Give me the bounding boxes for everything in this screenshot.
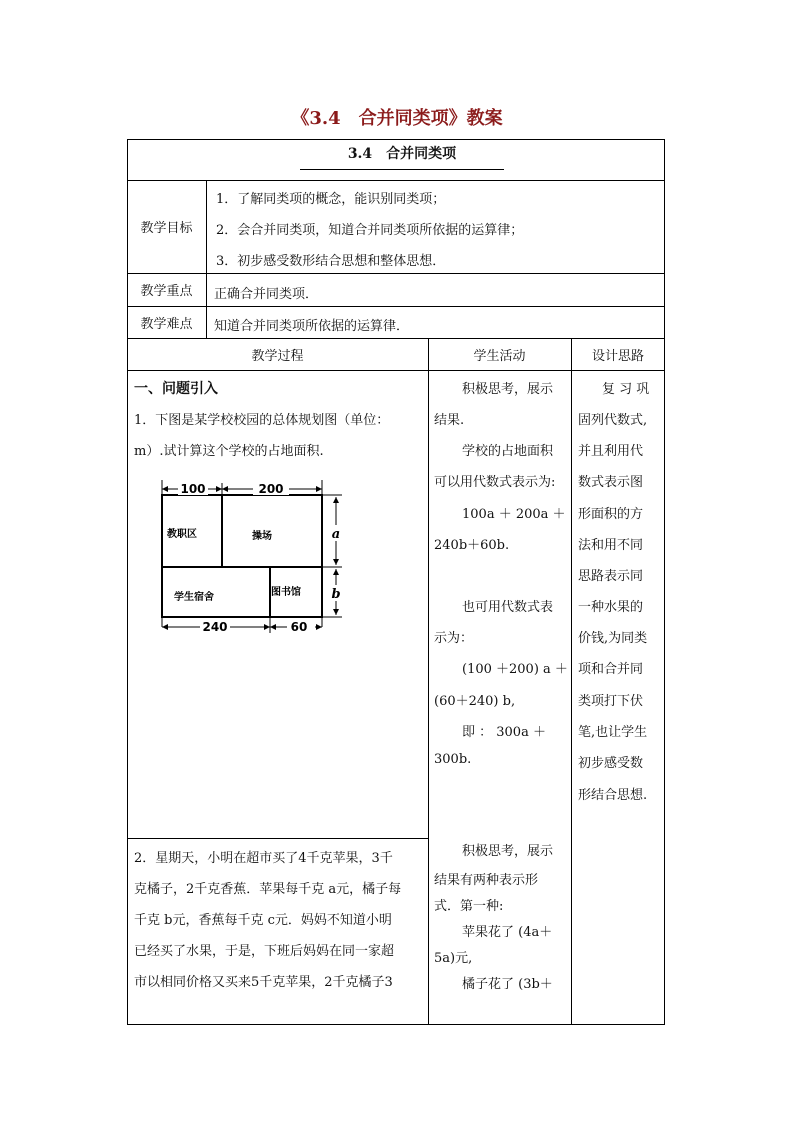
difficulty-content: 知道合并同类项所依据的运算律． — [214, 319, 410, 334]
room-label: 学生宿舍 — [174, 592, 214, 603]
student-activity-line: 积极思考，展示 — [462, 382, 554, 397]
student-activity-line: (60＋240) b, — [434, 694, 516, 709]
student-activity-line: 可以用代数式表示为: — [434, 475, 556, 490]
column-divider — [571, 338, 572, 1025]
design-line: 法和用不同 — [578, 538, 644, 553]
campus-plan-diagram — [150, 475, 350, 640]
student-activity-2-line: 式．第一种: — [434, 899, 504, 914]
dim-right-upper: a — [331, 527, 341, 542]
objective-item: 2．会合并同类项，知道合并同类项所依据的运算律； — [216, 223, 524, 238]
problem-line: 1．下图是某学校校园的总体规划图（单位： — [134, 413, 390, 428]
design-line: 笔,也让学生 — [578, 725, 648, 740]
column-divider — [428, 338, 429, 1025]
student-activity-line: 300b. — [434, 752, 472, 767]
row-divider — [127, 180, 665, 181]
dim-right-lower: b — [331, 587, 341, 602]
difficulty-label: 教学难点 — [140, 316, 193, 332]
row-divider — [127, 370, 665, 371]
student-activity-2-line: 橘子花了 (3b＋ — [462, 977, 553, 992]
student-activity-line: 240b＋60b. — [434, 538, 510, 553]
problem-2-line: 克橘子，2千克香蕉．苹果每千克 a元，橘子每 — [134, 882, 402, 897]
design-line: 价钱,为同类 — [578, 631, 648, 646]
design-line: 项和合并同 — [578, 662, 644, 677]
room-label: 图书馆 — [271, 587, 301, 598]
row-divider — [127, 838, 428, 839]
column-divider — [206, 180, 207, 338]
design-line: 形结合思想. — [578, 788, 648, 803]
design-line: 一种水果的 — [578, 600, 644, 615]
design-line: 形面积的方 — [578, 507, 644, 522]
column-header-student: 学生活动 — [473, 348, 526, 364]
room-label: 操场 — [252, 531, 272, 542]
problem-2-line: 已经买了水果，于是，下班后妈妈在同一家超 — [134, 944, 395, 959]
student-activity-2-line: 苹果花了 (4a＋ — [462, 925, 553, 940]
problem-2-line: 千克 b元，香蕉每千克 c元．妈妈不知道小明 — [134, 913, 392, 928]
column-header-design: 设计思路 — [591, 348, 644, 364]
student-activity-2-line: 结果有两种表示形 — [434, 873, 539, 888]
student-activity-line: 即 ： 300a ＋ — [462, 725, 546, 740]
student-activity-2-line: 积极思考，展示 — [462, 844, 554, 859]
dim-bottom-left: 240 — [202, 620, 228, 634]
design-line: 初步感受数 — [578, 756, 644, 771]
dim-top-left: 100 — [180, 482, 206, 496]
objective-item: 3．初步感受数形结合思想和整体思想． — [216, 254, 446, 269]
design-line: 类项打下伏 — [578, 694, 644, 709]
key-point-content: 正确合并同类项． — [214, 287, 319, 302]
student-activity-line: 学校的占地面积 — [462, 444, 554, 459]
problem-line: m）.试计算这个学校的占地面积. — [134, 444, 324, 459]
lesson-title: 3.4 合并同类项 — [300, 143, 504, 170]
student-activity-line: 也可用代数式表 — [462, 600, 554, 615]
student-activity-line: (100 ＋200) a ＋ — [462, 662, 568, 677]
problem-2-line: 市以相同价格又买来5千克苹果，2千克橘子3 — [134, 975, 393, 990]
room-label: 教职区 — [167, 529, 197, 540]
design-line: 思路表示同 — [578, 569, 644, 584]
column-header-process: 教学过程 — [251, 348, 304, 364]
student-activity-line: 100a ＋ 200a ＋ — [462, 507, 566, 522]
row-divider — [127, 273, 665, 274]
section-heading: 一、问题引入 — [134, 381, 218, 397]
dim-bottom-right: 60 — [290, 620, 308, 634]
problem-2-line: 2．星期天，小明在超市买了4千克苹果，3千 — [134, 851, 393, 866]
objective-item: 1．了解同类项的概念，能识别同类项； — [216, 192, 446, 207]
key-point-label: 教学重点 — [140, 284, 193, 299]
design-line: 并且利用代 — [578, 444, 644, 459]
design-line: 数式表示图 — [578, 475, 644, 490]
row-divider — [127, 306, 665, 307]
student-activity-2-line: 5a)元, — [434, 951, 473, 966]
student-activity-line: 结果. — [434, 413, 465, 428]
design-line: 固列代数式, — [578, 413, 648, 428]
objectives-label: 教学目标 — [140, 221, 193, 236]
student-activity-line: 示为： — [434, 631, 474, 646]
design-line: 复 习 巩 — [602, 382, 650, 397]
dim-top-right: 200 — [258, 482, 284, 496]
document-title: 《3.4 合并同类项》教案 — [291, 108, 503, 129]
